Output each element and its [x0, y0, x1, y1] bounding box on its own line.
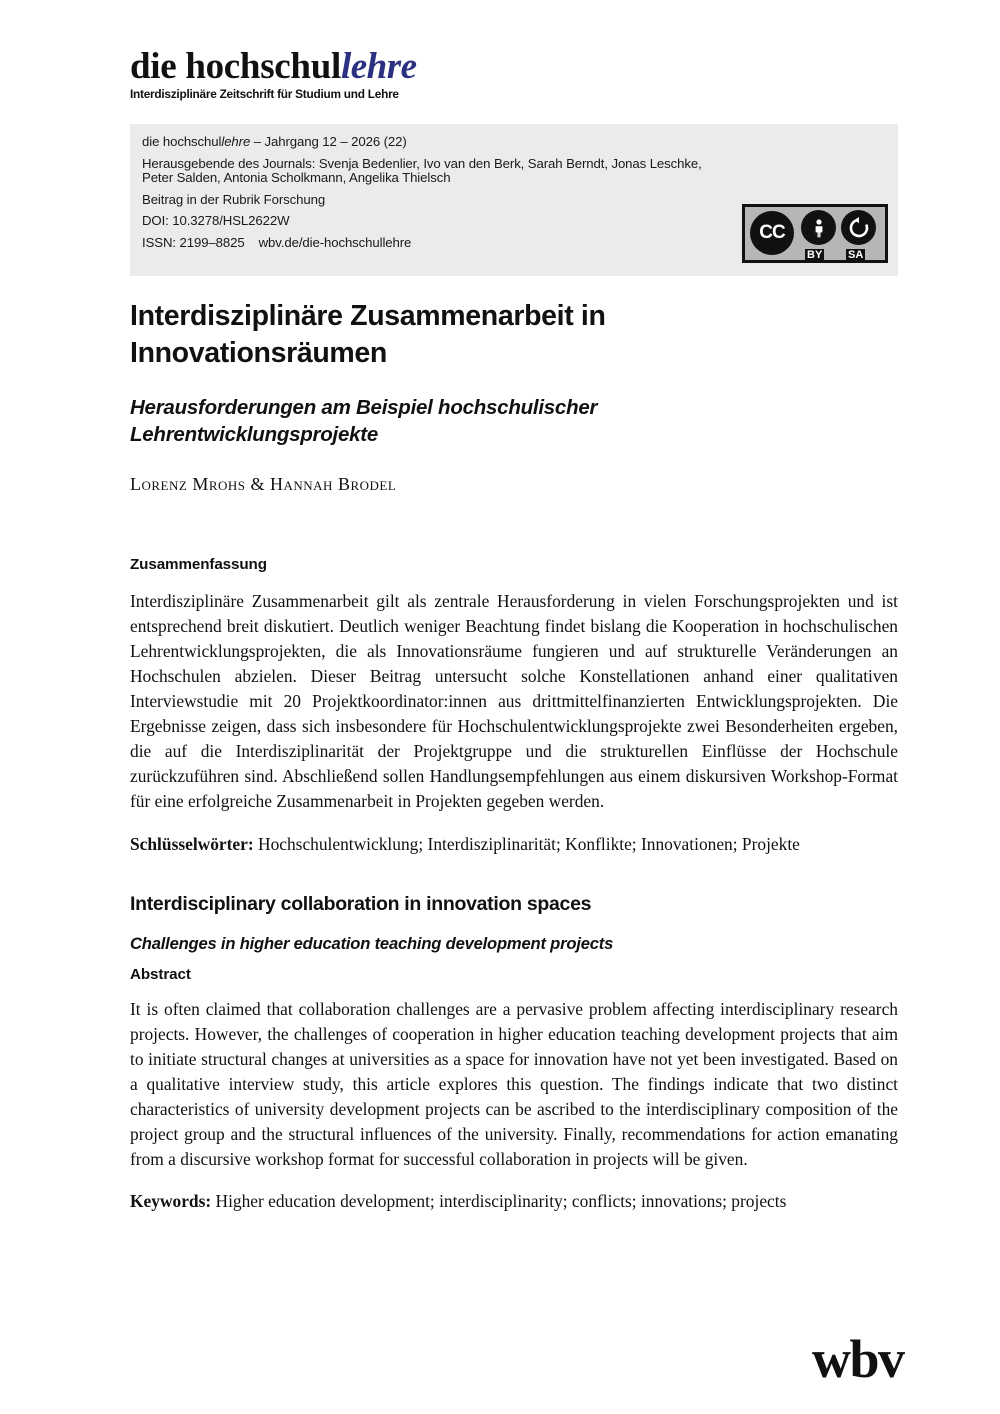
issue-journal-name: die hochschul — [142, 134, 222, 149]
cc-logo-icon — [750, 211, 794, 255]
doi-line[interactable]: DOI: 10.3278/HSL2622W — [142, 213, 290, 229]
article-title: Interdisziplinäre Zusammenarbeit in Innovationsräumen — [130, 300, 606, 370]
issue-metadata-lines — [142, 135, 742, 258]
cc-sa-share-alike-icon — [841, 210, 876, 245]
journal-website-link[interactable]: wbv.de/die-hochschullehre — [258, 235, 412, 251]
publisher-logo-wbv: wbv — [812, 1329, 904, 1389]
cc-logo-text: CC — [759, 222, 785, 243]
cc-by-person-icon — [801, 210, 836, 245]
german-abstract-heading: Zusammenfassung — [130, 556, 267, 573]
issue-metadata-band — [130, 124, 898, 276]
journal-logo-accent: lehre — [340, 46, 417, 87]
article-subtitle: Herausforderungen am Beispiel hochschulischer Lehrentwicklungsprojekte — [130, 396, 598, 447]
english-keywords-value: Higher education development; interdisciplinarity; conflicts; innovations; projects — [211, 1191, 787, 1212]
abstract-sections — [130, 556, 898, 1214]
english-keywords — [130, 1189, 898, 1214]
journal-logo-main: die hochschul — [130, 46, 341, 87]
german-keywords-value: Hochschulentwicklung; Interdisziplinarität; Konflikte; Innovationen; Projekte — [253, 833, 800, 854]
english-abstract-heading: Abstract — [130, 965, 191, 983]
english-subtitle: Challenges in higher education teaching development projects — [130, 933, 614, 953]
english-title: Interdisciplinary collaboration in innovation spaces — [130, 892, 592, 915]
issue-volume-year: – Jahrgang 12 – 2026 (22) — [250, 134, 407, 149]
german-abstract-text: Interdisziplinäre Zusammenarbeit gilt als zentrale Herausforderung in vielen Forschungsprojekten und ist entsprechend breit diskutiert. Deutlich weniger Beachtung findet bislang die Kooperation in hochschulischen Lehrentwicklungsprojekten, die als Innovationsräume fungieren und auf strukturelle Veränderungen an Hochschulen abzielen. Dieser Beitrag untersucht solche Konstellationen anhand einer qualitativen Interviewstudie mit 20 Projektkoordinator:innen aus drittmittelfinanzierten Entwicklungsprojekten. Die Ergebnisse zeigen, dass sich insbesondere für Hochschulentwicklungsprojekte zwei Besonderheiten ergeben, die auf die Interdisziplinarität der Projektgruppe und die strukturellen Einflüsse der Hochschule zurückzuführen sind. Abschließend sollen Handlungsempfehlungen aus einem diskursiven Workshop-Format für eine erfolgreiche Zusammenarbeit in Projekten gegeben werden. — [130, 591, 898, 811]
journal-subline: Interdisziplinäre Zeitschrift für Studium und Lehre — [130, 87, 399, 101]
issn-value: ISSN: 2199–8825 — [142, 235, 245, 251]
article-authors: Lorenz Mrohs & Hannah Brodel — [130, 474, 397, 494]
issn-line — [142, 236, 742, 249]
article-title-block — [130, 298, 750, 449]
editors-line-2: Peter Salden, Antonia Scholkmann, Angelika Thielsch — [142, 169, 451, 185]
issue-line — [142, 135, 742, 148]
english-keywords-label: Keywords: — [130, 1191, 212, 1212]
journal-logo — [130, 48, 890, 85]
cc-by-label: BY — [807, 249, 823, 261]
cc-badge-inner — [745, 207, 885, 260]
journal-masthead — [130, 48, 890, 101]
issue-journal-accent: lehre — [221, 134, 251, 149]
german-keywords-label: Schlüsselwörter: — [130, 833, 254, 854]
english-abstract-text: It is often claimed that collaboration challenges are a pervasive problem affecting interdisciplinary research projects. However, the challenges of cooperation in higher education teaching development projects that aim to initiate structural changes at universities as a space for innovation have not yet been investigated. Based on a qualitative interview study, this article explores this question. The findings indicate that two distinct characteristics of university development projects can be ascribed to the interdisciplinary composition of the project group and the structural influences of the university. Finally, recommendations for action emanating from a discursive workshop format for successful collaboration in projects will be given. — [130, 998, 898, 1169]
cc-sa-label: SA — [848, 249, 864, 261]
rubric-line: Beitrag in der Rubrik Forschung — [142, 191, 326, 207]
editors-line-1: Herausgebende des Journals: Svenja Bedenlier, Ivo van den Berk, Sarah Berndt, Jonas Leschke, — [142, 155, 702, 171]
german-keywords — [130, 832, 898, 857]
creative-commons-badge[interactable] — [742, 204, 888, 263]
